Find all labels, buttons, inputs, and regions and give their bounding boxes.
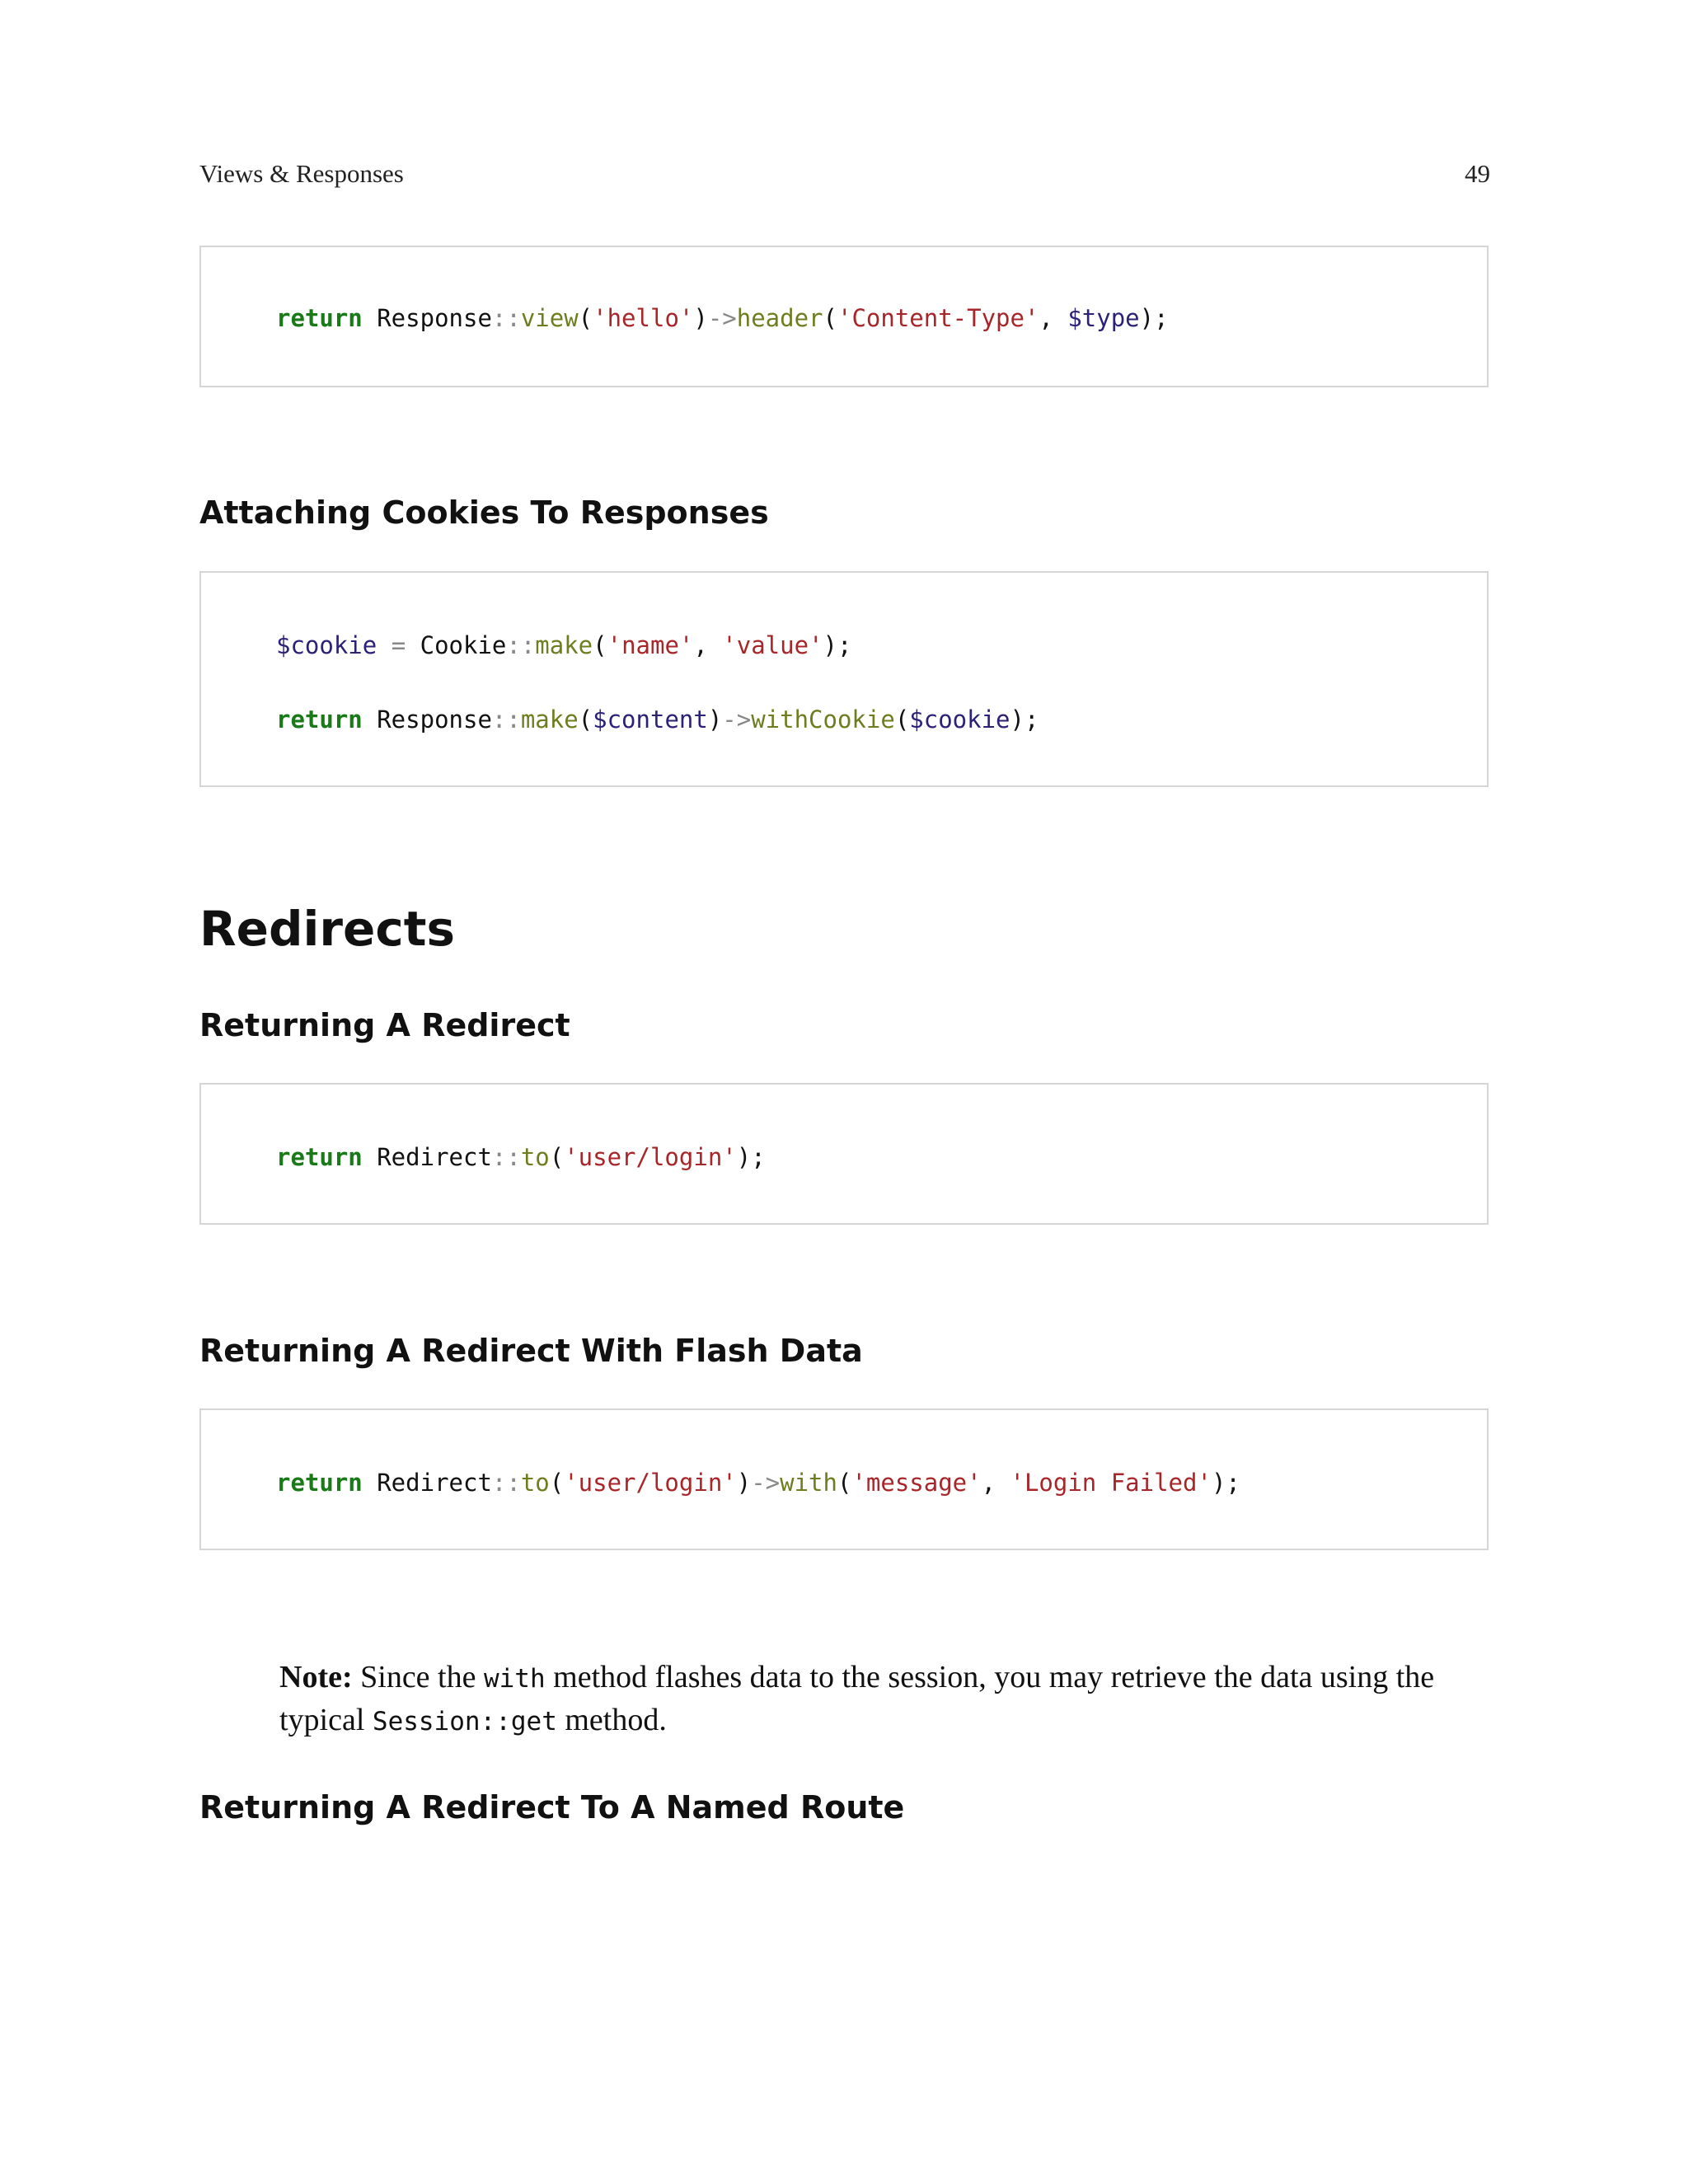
code-keyword: return xyxy=(276,1469,363,1497)
note-text: method. xyxy=(556,1703,667,1737)
code-string: 'message' xyxy=(851,1469,982,1497)
code-operator: = xyxy=(391,631,406,659)
code-operator: :: xyxy=(491,1143,521,1171)
code-variable: $content xyxy=(593,705,708,733)
code-block-redirect xyxy=(199,1083,1489,1225)
code-line xyxy=(276,1143,766,1171)
code-text: ); xyxy=(1010,705,1039,733)
code-string: 'user/login' xyxy=(564,1143,737,1171)
note-text: Since the xyxy=(352,1660,484,1694)
heading-redirect-named-route: Returning A Redirect To A Named Route xyxy=(199,1789,905,1825)
heading-redirects: Redirects xyxy=(199,901,455,957)
code-string: 'hello' xyxy=(593,304,694,332)
code-keyword: return xyxy=(276,304,363,332)
code-text: ( xyxy=(894,705,910,733)
code-string: 'user/login' xyxy=(564,1469,737,1497)
code-text: Redirect xyxy=(362,1469,492,1497)
note-label: Note: xyxy=(279,1660,353,1694)
code-operator: :: xyxy=(491,304,521,332)
code-block-header-response xyxy=(199,246,1489,387)
code-operator: -> xyxy=(722,705,752,733)
code-keyword: return xyxy=(276,1143,363,1171)
code-variable: $cookie xyxy=(276,631,377,659)
code-text: Response xyxy=(362,705,492,733)
code-text: ( xyxy=(578,304,593,332)
code-text: ) xyxy=(736,1469,752,1497)
note-code-session-get: Session::get xyxy=(372,1707,557,1736)
code-line xyxy=(276,1471,1240,1495)
code-string: 'name' xyxy=(607,631,694,659)
code-text: ) xyxy=(693,304,708,332)
code-string: 'Content-Type' xyxy=(837,304,1039,332)
code-text: ); xyxy=(736,1143,766,1171)
code-string: 'value' xyxy=(722,631,823,659)
code-method: to xyxy=(520,1143,550,1171)
code-variable: $cookie xyxy=(909,705,1010,733)
heading-returning-redirect: Returning A Redirect xyxy=(199,1007,570,1043)
code-line xyxy=(276,631,852,659)
code-text: , xyxy=(1039,304,1068,332)
code-line xyxy=(276,705,1039,733)
code-operator: :: xyxy=(506,631,536,659)
code-text: ); xyxy=(1139,304,1169,332)
chapter-title: Views & Responses xyxy=(199,159,404,188)
code-block-redirect-flash xyxy=(199,1408,1489,1550)
code-text: ) xyxy=(707,705,723,733)
note-text: method flashes data to the session, you may retrieve the data using the typical xyxy=(279,1660,1435,1737)
code-text: Response xyxy=(362,304,492,332)
code-line xyxy=(276,304,1169,332)
heading-attaching-cookies: Attaching Cookies To Responses xyxy=(199,494,769,531)
running-header xyxy=(199,159,1490,189)
code-block-cookies xyxy=(199,571,1489,787)
code-text: ( xyxy=(578,705,593,733)
code-text: ( xyxy=(549,1143,565,1171)
page-number: 49 xyxy=(1465,159,1490,188)
code-string: 'Login Failed' xyxy=(1010,1469,1212,1497)
code-text: ( xyxy=(549,1469,565,1497)
code-method: with xyxy=(780,1469,837,1497)
code-text: Redirect xyxy=(362,1143,492,1171)
code-text: ( xyxy=(837,1469,852,1497)
code-method: withCookie xyxy=(751,705,895,733)
code-operator: -> xyxy=(707,304,737,332)
code-method: make xyxy=(535,631,593,659)
code-text: ( xyxy=(593,631,607,659)
code-method: view xyxy=(520,304,579,332)
code-text: , xyxy=(693,631,723,659)
code-method: to xyxy=(520,1469,550,1497)
code-text: ); xyxy=(823,631,852,659)
code-text xyxy=(377,631,391,659)
code-operator: -> xyxy=(751,1469,781,1497)
heading-redirect-flash: Returning A Redirect With Flash Data xyxy=(199,1333,863,1369)
code-method: make xyxy=(520,705,579,733)
code-variable: $type xyxy=(1067,304,1140,332)
code-operator: :: xyxy=(491,705,521,733)
note-paragraph xyxy=(279,1657,1466,1742)
code-keyword: return xyxy=(276,705,363,733)
code-text: ); xyxy=(1211,1469,1240,1497)
code-text: , xyxy=(981,1469,1010,1497)
code-operator: :: xyxy=(491,1469,521,1497)
code-text: ( xyxy=(823,304,837,332)
code-text: Cookie xyxy=(406,631,507,659)
note-code-with: with xyxy=(483,1664,546,1694)
code-method: header xyxy=(736,304,823,332)
